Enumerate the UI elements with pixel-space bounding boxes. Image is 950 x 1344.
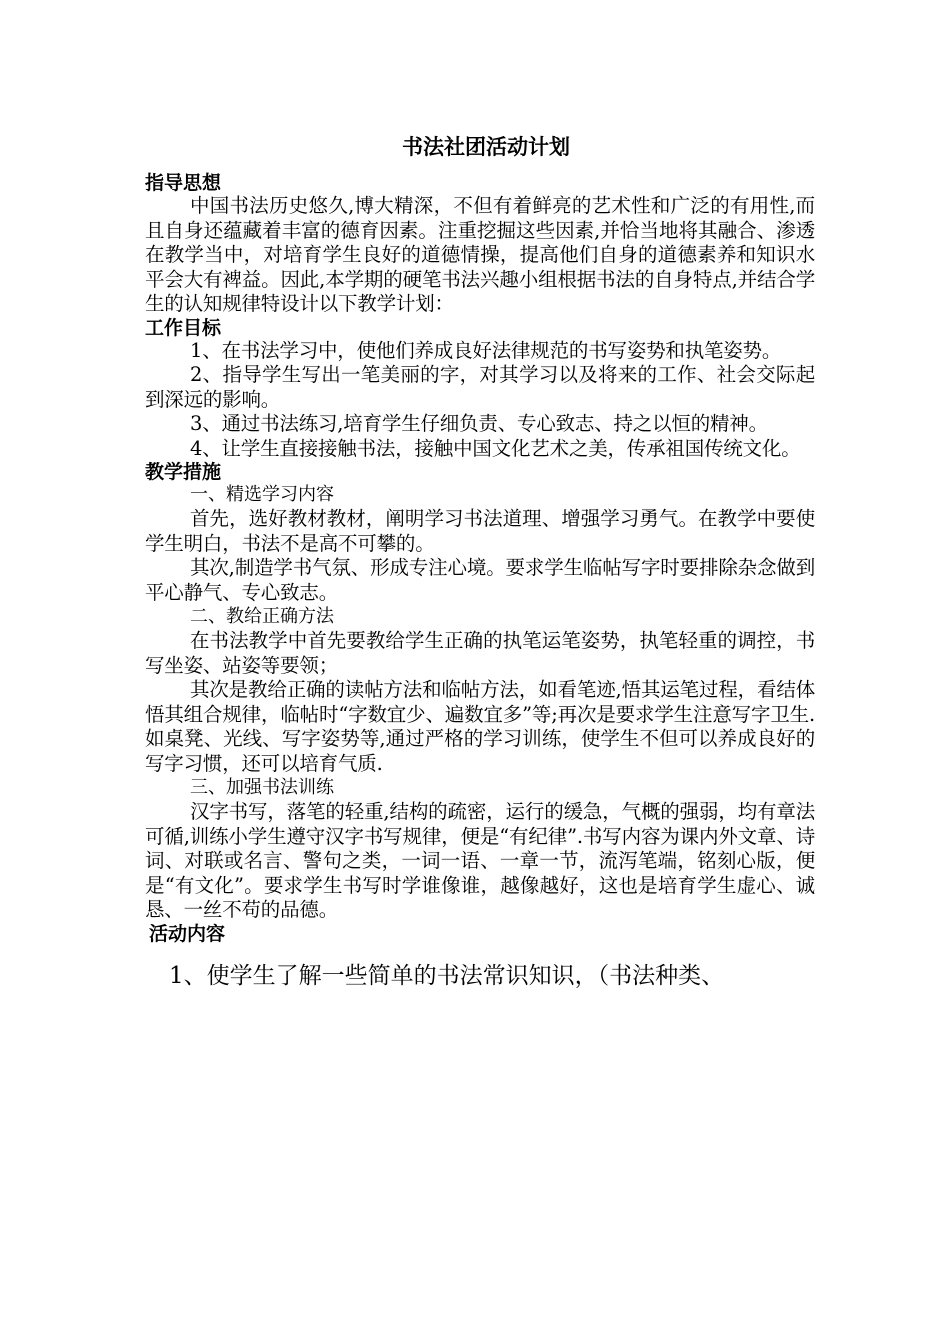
work-goal-item: 4、让学生直接接触书法，接触中国文化艺术之美，传承祖国传统文化。	[190, 436, 801, 460]
section-guiding-thought	[145, 172, 815, 317]
section-heading-activity-content: 活动内容	[149, 922, 226, 945]
measure-subheading: 三、加强书法训练	[190, 777, 334, 798]
section-heading-guiding-thought: 指导思想	[145, 172, 222, 194]
measure-subheading: 一、精选学习内容	[190, 484, 334, 505]
measure-paragraph: 汉字书写，落笔的轻重,结构的疏密，运行的缓急，气概的强弱，均有章法可循,训练小学生遵守汉字书写规律，便是“有纪律”.书写内容为课内外文章、诗词、对联或名言、警句之类，一词一语、一章一节，流泻笔端，铭刻心版，便是“有文化”。要求学生书写时学谁像谁，越像越好，这也是培育学生虚心、诚恳、一丝不苟的品德。	[145, 800, 815, 921]
document-title: 书法社团活动计划	[402, 134, 570, 159]
measure-paragraph: 其次,制造学书气氛、形成专注心境。要求学生临帖写字时要排除杂念做到平心静气、专心致志。	[145, 556, 815, 604]
measure-subheading: 二、教给正确方法	[190, 606, 334, 627]
measure-paragraph: 首先，选好教材教材，阐明学习书法道理、增强学习勇气。在教学中要使学生明白，书法不是高不可攀的。	[145, 507, 815, 555]
activity-item: 1、使学生了解一些简单的书法常识知识，（书法种类、	[169, 962, 725, 989]
measure-paragraph: 在书法教学中首先要教给学生正确的执笔运笔姿势，执笔轻重的调控，书写坐姿、站姿等要领；	[145, 629, 815, 677]
section-teaching-measures	[145, 461, 815, 923]
work-goal-item: 2、指导学生写出一笔美丽的字，对其学习以及将来的工作、社会交际起到深远的影响。	[145, 363, 815, 411]
section-work-goals	[145, 317, 815, 462]
document-page	[145, 132, 815, 993]
work-goal-item: 1、在书法学习中，使他们养成良好法律规范的书写姿势和执笔姿势。	[190, 338, 782, 362]
section-activity-content	[145, 923, 815, 993]
section-heading-work-goals: 工作目标	[145, 316, 222, 339]
guiding-thought-paragraph: 中国书法历史悠久,博大精深，不但有着鲜亮的艺术性和广泛的有用性,而且自身还蕴藏着丰富的德育因素。注重挖掘这些因素,并恰当地将其融合、渗透在教学当中，对培育学生良好的道德情操，提高他们自身的道德素养和知识水平会大有裨益。因此,本学期的硬笔书法兴趣小组根据书法的自身特点,并结合学生的认知规律特设计以下教学计划：	[145, 194, 815, 315]
measure-paragraph: 其次是教给正确的读帖方法和临帖方法，如看笔迹,悟其运笔过程，看结体悟其组合规律，临帖时“字数宜少、遍数宜多”等;再次是要求学生注意写字卫生.如桌凳、光线、写字姿势等,通过严格的学习训练，使学生不但可以养成良好的写字习惯，还可以培育气质.	[145, 678, 815, 775]
work-goal-item: 3、通过书法练习,培育学生仔细负责、专心致志、持之以恒的精神。	[190, 412, 768, 435]
section-heading-teaching-measures: 教学措施	[145, 461, 222, 483]
